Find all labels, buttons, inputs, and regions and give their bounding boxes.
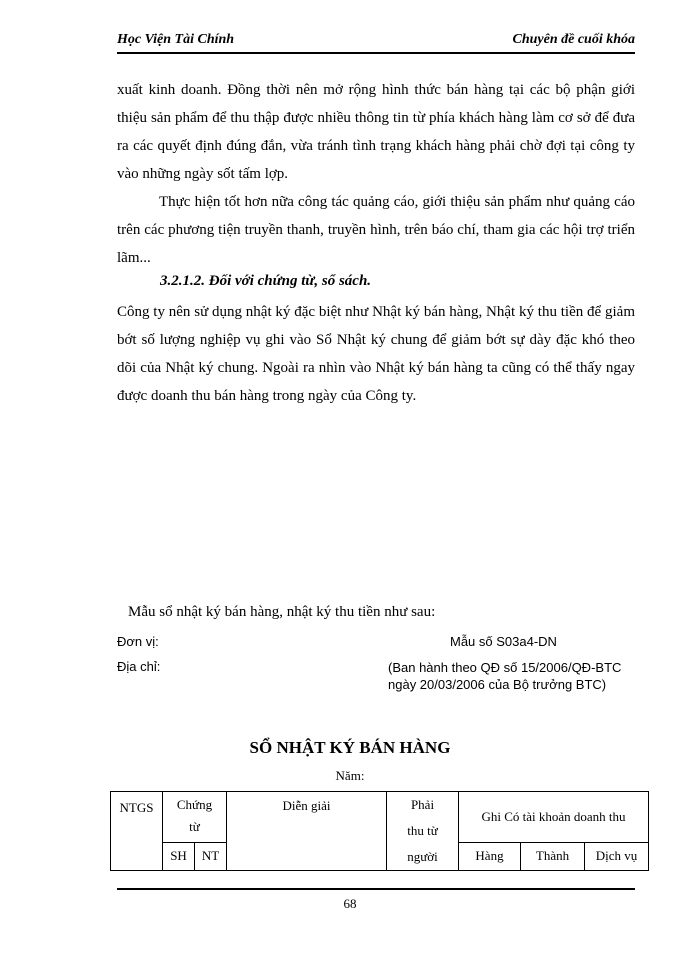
body-paragraph-1: xuất kinh doanh. Đồng thời nên mở rộng hình thức bán hàng tại các bộ phận giới thiệu sản phẩm để thu thập được nhiều thông tin từ phía khách hàng làm cơ sở để đưa ra các quyết định đúng đắn, vừa tránh tình trạng khách hàng phải chờ đợi tại công ty vào những ngày sốt tấm lợp. [117, 82, 635, 182]
ledger-title: SỔ NHẬT KÝ BÁN HÀNG [249, 738, 451, 757]
table-header-phai-thu [387, 792, 459, 871]
table-header-chung-tu [163, 792, 227, 843]
table-header-dien-giai [227, 792, 387, 871]
table-header-ntgs [111, 792, 163, 871]
ntgs-label: NTGS [119, 800, 154, 815]
form-intro: Mẫu sổ nhật ký bán hàng, nhật ký thu tiền như sau: [128, 604, 436, 620]
table-header-nt: NT [195, 842, 227, 870]
phai-thu-line-1: Phải [410, 797, 435, 812]
body-paragraph-3: Công ty nên sử dụng nhật ký đặc biệt như Nhật ký bán hàng, Nhật ký thu tiền để giảm bớt số lượng nghiệp vụ ghi vào Sổ Nhật ký chung để giảm bớt sự dày đặc khó theo dõi của Nhật ký chung. Ngoài ra nhìn vào Nhật ký bán hàng ta cũng có thể thấy ngay được doanh thu bán hàng trong ngày của Công ty. [117, 304, 635, 404]
chung-tu-line-1: Chứng [176, 797, 213, 812]
form-issuance-note: (Ban hành theo QĐ số 15/2006/QĐ-BTC ngày 20/03/2006 của Bộ trưởng BTC) [388, 660, 622, 692]
ledger-year-label: Năm: [335, 768, 365, 783]
phai-thu-line-2: thu từ [407, 823, 438, 838]
form-unit-label: Đơn vị: [117, 634, 159, 649]
form-address-label: Địa chỉ: [117, 659, 161, 674]
table-header-dich-vu: Dịch vụ [585, 842, 649, 870]
dien-giai-label: Diễn giải [282, 798, 331, 813]
form-code: Mẫu số S03a4-DN [450, 634, 557, 649]
table-header-sh: SH [163, 842, 195, 870]
header-document-type: Chuyên đề cuối khóa [512, 32, 635, 47]
phai-thu-line-3: người [407, 849, 438, 864]
ledger-table [110, 791, 649, 871]
table-header-ghi-co: Ghi Có tài khoản doanh thu [459, 792, 649, 843]
page-number: 68 [343, 896, 357, 911]
section-heading: 3.2.1.2. Đối với chứng từ, sổ sách. [160, 273, 372, 289]
header-institution: Học Viện Tài Chính [117, 32, 235, 47]
chung-tu-line-2: từ [189, 819, 200, 834]
page-header [117, 30, 635, 54]
table-header-hang: Hàng [459, 842, 521, 870]
footer-divider [117, 888, 635, 890]
body-paragraph-2: Thực hiện tốt hơn nữa công tác quảng cáo, giới thiệu sản phẩm như quảng cáo trên các phương tiện truyền thanh, truyền hình, trên báo chí, tham gia các hội trợ triển lãm... [117, 194, 635, 266]
table-header-thanh: Thành [521, 842, 585, 870]
